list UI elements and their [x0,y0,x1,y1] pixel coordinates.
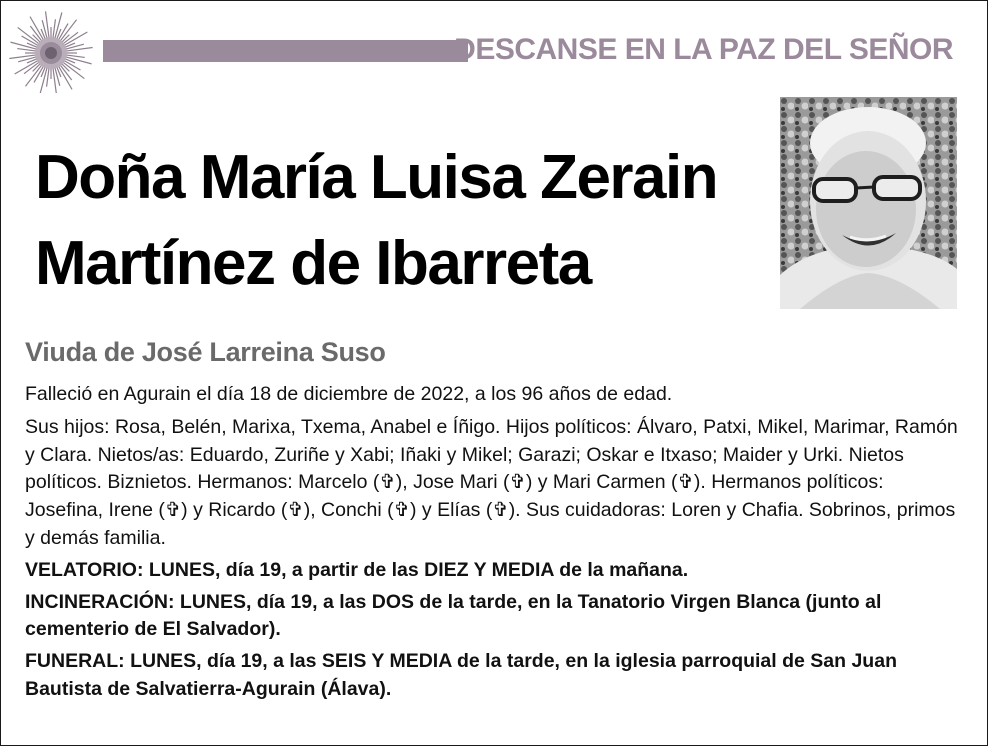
deceased-name-line1: Doña María Luisa Zerain [35,143,718,212]
cross-icon: ✞ [677,471,694,494]
incineracion-notice: INCINERACIÓN: LUNES, día 19, a las DOS de la tarde, en la Tanatorio Virgen Blanca (junto al cementerio de El Salvador). [25,590,882,641]
thistle-flower-icon [7,9,95,93]
portrait-photo [780,97,957,309]
cross-icon: ✞ [393,499,410,522]
family-list: Sus hijos: Rosa, Belén, Marixa, Txema, Anabel e Íñigo. Hijos políticos: Álvaro, Patxi, Mikel, Marimar, Ramón y Clara. Nietos/as: Eduardo, Zuriñe y Xabi; Iñaki y Mikel; Garazi; Oskar e Itxaso; Maider y Urki. Nietos políticos. Biznietos. Hermanos: Marcelo (✞), Jose Mari (✞) y Mari Carmen (✞). Hermanos políticos: Josefina, Irene (✞) y Ricardo (✞), Conchi (✞) y Elías (✞). Sus cuidadoras: Loren y Chafia. Sobrinos, primos y demás familia. [25,415,958,549]
cross-icon: ✞ [287,499,304,522]
cross-icon: ✞ [492,499,509,522]
deceased-name-line2: Martínez de Ibarreta [35,229,591,298]
cross-icon: ✞ [164,499,182,522]
funeral-notice: FUNERAL: LUNES, día 19, a las SEIS Y MEDIA de la tarde, en la iglesia parroquial de San Juan Bautista de Salvatierra-Agurain (Álava). [25,650,897,700]
death-notice: Falleció en Agurain el día 18 de diciembre de 2022, a los 96 años de edad. [25,383,673,405]
obituary-body [25,381,965,708]
deceased-name [35,135,765,307]
header-bar [103,40,468,62]
cross-icon: ✞ [379,471,396,494]
widow-of-subtitle: Viuda de José Larreina Suso [25,337,386,367]
velatorio-notice: VELATORIO: LUNES, día 19, a partir de las DIEZ Y MEDIA de la mañana. [25,558,689,581]
header-title: DESCANSE EN LA PAZ DEL SEÑOR [454,33,953,66]
cross-icon: ✞ [509,471,526,494]
